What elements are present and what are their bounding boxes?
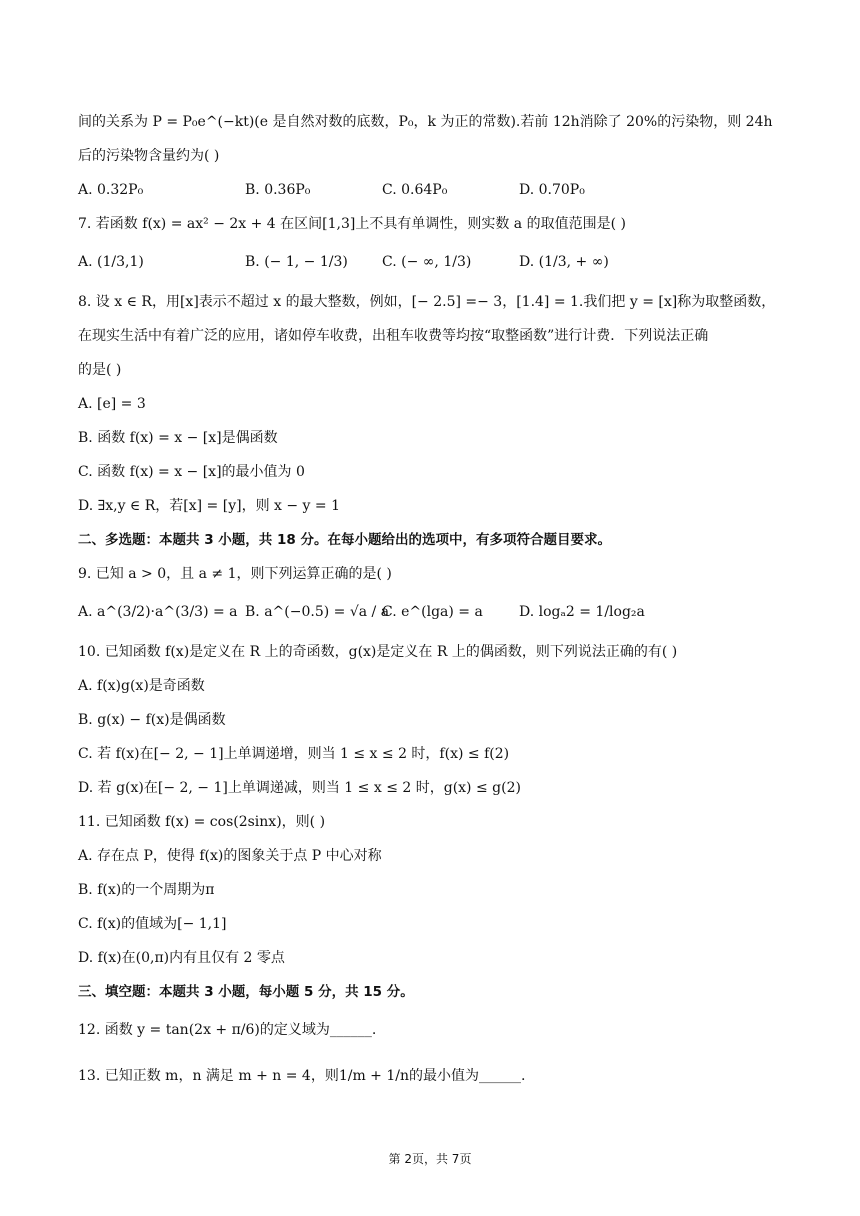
q8-text-line3: 的是( )	[78, 362, 122, 378]
q10-option-b: B. g(x) − f(x)是偶函数	[78, 712, 226, 728]
q7-option-c: C. (− ∞, 1/3)	[382, 254, 472, 270]
q8-text-line1: 8. 设 x ∈ R，用[x]表示不超过 x 的最大整数，例如，[− 2.5] =− 3，[1.4] = 1.我们把 y = [x]称为取整函数，	[78, 294, 776, 310]
q7-option-a: A. (1/3,1)	[78, 254, 144, 270]
q12-text: 12. 函数 y = tan(2x + π/6)的定义域为______.	[78, 1022, 377, 1038]
q10-option-a: A. f(x)g(x)是奇函数	[78, 678, 205, 694]
section-3-heading: 三、填空题：本题共 3 小题，每小题 5 分，共 15 分。	[78, 984, 414, 1000]
q6-text-line1: 间的关系为 P = P₀e^(−kt)(e 是自然对数的底数，P₀，k 为正的常数).若前 12h消除了 20%的污染物，则 24h	[78, 114, 773, 130]
q11-option-b: B. f(x)的一个周期为π	[78, 882, 215, 898]
section-2-heading: 二、多选题：本题共 3 小题，共 18 分。在每小题给出的选项中，有多项符合题目要求。	[78, 532, 611, 548]
q6-option-c: C. 0.64P₀	[382, 182, 448, 198]
q8-option-c: C. 函数 f(x) = x − [x]的最小值为 0	[78, 464, 305, 480]
q13-text: 13. 已知正数 m，n 满足 m + n = 4，则1/m + 1/n的最小值为______.	[78, 1068, 526, 1084]
q8-option-b: B. 函数 f(x) = x − [x]是偶函数	[78, 430, 278, 446]
q7-option-d: D. (1/3, + ∞)	[519, 254, 609, 270]
q9-text: 9. 已知 a > 0，且 a ≠ 1，则下列运算正确的是( )	[78, 566, 392, 582]
q6-text-line2: 后的污染物含量约为( )	[78, 148, 220, 164]
q6-option-b: B. 0.36P₀	[245, 182, 311, 198]
q9-options	[78, 602, 778, 626]
q11-option-a: A. 存在点 P，使得 f(x)的图象关于点 P 中心对称	[78, 848, 382, 864]
q7-option-b: B. (− 1, − 1/3)	[245, 254, 348, 270]
q6-option-d: D. 0.70P₀	[519, 182, 585, 198]
q9-option-b: B. a^(−0.5) = √a / a	[245, 604, 390, 620]
q6-options	[78, 180, 778, 204]
q10-option-c: C. 若 f(x)在[− 2, − 1]上单调递增，则当 1 ≤ x ≤ 2 时，f(x) ≤ f(2)	[78, 746, 510, 762]
q9-option-a: A. a^(3/2)·a^(3/3) = a	[78, 604, 238, 620]
q8-option-d: D. ∃x,y ∈ R，若[x] = [y]，则 x − y = 1	[78, 498, 340, 514]
q11-text: 11. 已知函数 f(x) = cos(2sinx)，则( )	[78, 814, 326, 830]
q9-option-c: C. e^(lga) = a	[382, 604, 483, 620]
q6-option-a: A. 0.32P₀	[78, 182, 144, 198]
q7-options	[78, 252, 778, 276]
q11-option-d: D. f(x)在(0,π)内有且仅有 2 零点	[78, 950, 285, 966]
q9-option-d: D. logₐ2 = 1/log₂a	[519, 604, 645, 620]
q11-option-c: C. f(x)的值域为[− 1,1]	[78, 916, 227, 932]
q8-option-a: A. [e] = 3	[78, 396, 146, 412]
page-footer: 第 2页，共 7页	[388, 1152, 472, 1166]
q8-text-line2: 在现实生活中有着广泛的应用，诸如停车收费，出租车收费等均按“取整函数”进行计费．下列说法正确	[78, 328, 709, 344]
q7-text: 7. 若函数 f(x) = ax² − 2x + 4 在区间[1,3]上不具有单调性，则实数 a 的取值范围是( )	[78, 216, 626, 232]
q10-option-d: D. 若 g(x)在[− 2, − 1]上单调递减，则当 1 ≤ x ≤ 2 时，g(x) ≤ g(2)	[78, 780, 521, 796]
q10-text: 10. 已知函数 f(x)是定义在 R 上的奇函数，g(x)是定义在 R 上的偶函数，则下列说法正确的有( )	[78, 644, 678, 660]
